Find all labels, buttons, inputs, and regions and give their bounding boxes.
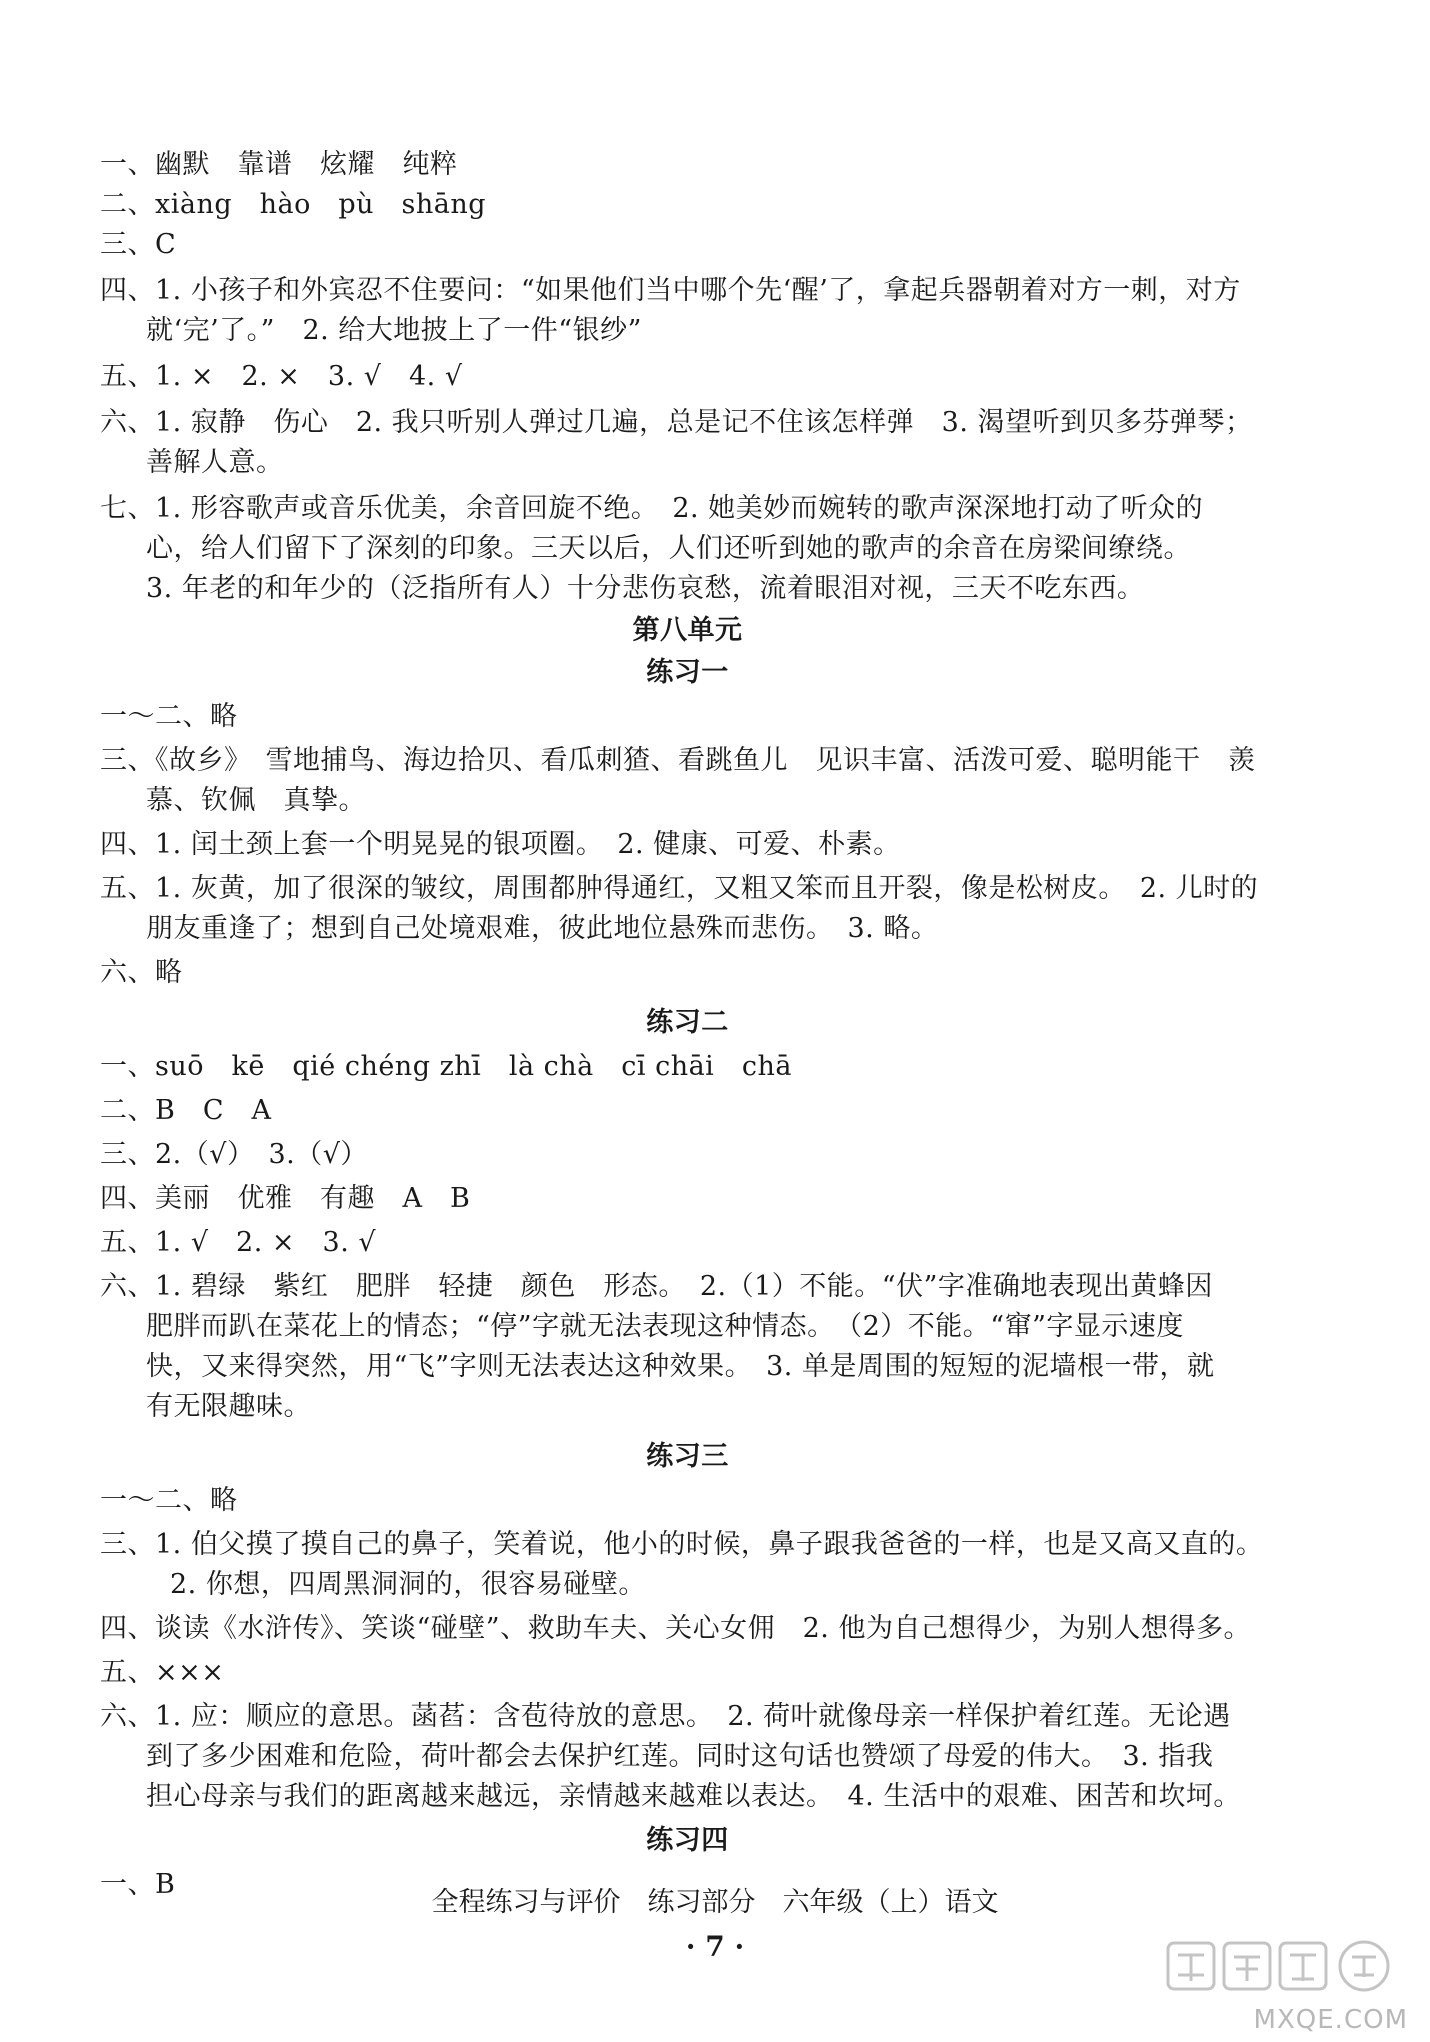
exercise-title: 练习二 — [646, 1007, 729, 1038]
answer-line: 四、美丽 优雅 有趣 A B — [100, 1183, 471, 1214]
exercise-title: 练习一 — [646, 657, 729, 688]
answer-line: 担心母亲与我们的距离越来越远，亲情越来越难以表达。 4. 生活中的艰难、困苦和坎坷。 — [146, 1781, 1241, 1812]
answer-line: 六、1. 应：顺应的意思。菡萏：含苞待放的意思。 2. 荷叶就像母亲一样保护着红莲。无论遇 — [100, 1701, 1231, 1732]
exercise-title: 练习四 — [646, 1825, 729, 1856]
answer-line: 二、B C A — [100, 1095, 272, 1126]
answer-line: 五、××× — [100, 1657, 225, 1688]
answer-line: 四、谈读《水浒传》、笑谈“碰壁”、救助车夫、关心女佣 2. 他为自己想得少，为别人想得多。 — [100, 1613, 1251, 1644]
answer-line: 六、1. 碧绿 紫红 肥胖 轻捷 颜色 形态。 2.（1）不能。“伏”字准确地表现出黄蜂因 — [100, 1271, 1213, 1302]
answer-line: 六、1. 寂静 伤心 2. 我只听别人弹过几遍，总是记不住该怎样弹 3. 渴望听到贝多芬弹琴； — [100, 407, 1253, 438]
unit-title: 第八单元 — [632, 615, 743, 646]
answer-line: 慕、钦佩 真挚。 — [146, 785, 366, 816]
answer-line: 2. 你想，四周黑洞洞的，很容易碰壁。 — [170, 1569, 646, 1600]
answer-line: 肥胖而趴在菜花上的情态；“停”字就无法表现这种情态。 （2）不能。“窜”字显示速度 — [146, 1311, 1184, 1342]
answer-line: 六、略 — [100, 957, 183, 988]
answer-line: 四、1. 小孩子和外宾忍不住要问：“如果他们当中哪个先‘醒’了，拿起兵器朝着对方一刺，对方 — [100, 275, 1241, 306]
answer-line: 一、B — [100, 1869, 176, 1900]
answer-line: 一、幽默 靠谱 炫耀 纯粹 — [100, 149, 458, 180]
answer-line: 一、suō kē qié chéng zhī là chà cī chāi chā — [100, 1051, 792, 1082]
site-watermark — [1148, 1935, 1408, 2035]
watermark-text: MXQE.COM — [1253, 2005, 1408, 2035]
answer-line: 一～二、略 — [100, 701, 238, 732]
answer-line: 一～二、略 — [100, 1485, 238, 1516]
answer-line: 到了多少困难和危险，荷叶都会去保护红莲。同时这句话也赞颂了母爱的伟大。 3. 指我 — [146, 1741, 1214, 1772]
answer-line: 四、1. 闰土颈上套一个明晃晃的银项圈。 2. 健康、可爱、朴素。 — [100, 829, 901, 860]
answer-line: 善解人意。 — [146, 447, 284, 478]
answer-line: 三、C — [100, 229, 177, 260]
answer-line: 快，又来得突然，用“飞”字则无法表达这种效果。 3. 单是周围的短短的泥墙根一带，就 — [146, 1351, 1215, 1382]
answer-line: 朋友重逢了；想到自己处境艰难，彼此地位悬殊而悲伤。 3. 略。 — [146, 913, 939, 944]
answer-content — [100, 145, 1275, 1905]
answer-line: 3. 年老的和年少的（泛指所有人）十分悲伤哀愁，流着眼泪对视，三天不吃东西。 — [146, 573, 1145, 604]
answer-line: 三、2.（√） 3.（√） — [100, 1139, 368, 1170]
answer-line: 心，给人们留下了深刻的印象。三天以后，人们还听到她的歌声的余音在房梁间缭绕。 — [146, 533, 1191, 564]
answer-line: 五、1. 灰黄，加了很深的皱纹，周围都肿得通红，又粗又笨而且开裂，像是松树皮。 2. 儿时的 — [100, 873, 1259, 904]
book-footer: 全程练习与评价 练习部分 六年级（上）语文 — [431, 1887, 999, 1918]
answer-line: 三、1. 伯父摸了摸自己的鼻子，笑着说，他小的时候，鼻子跟我爸爸的一样，也是又高又直的。 — [100, 1529, 1264, 1560]
answer-line: 就‘完’了。” 2. 给大地披上了一件“银纱” — [146, 315, 642, 346]
answer-line: 有无限趣味。 — [146, 1391, 311, 1422]
answer-line: 七、1. 形容歌声或音乐优美，余音回旋不绝。 2. 她美妙而婉转的歌声深深地打动了听众的 — [100, 493, 1204, 524]
watermark-logo-icon — [1158, 1935, 1408, 2005]
answer-line: 三、《故乡》 雪地捕鸟、海边拾贝、看瓜刺猹、看跳鱼儿 见识丰富、活泼可爱、聪明能干 羡 — [100, 745, 1256, 776]
page-number: · 7 · — [685, 1930, 745, 1963]
answer-line: 二、xiàng hào pù shāng — [100, 189, 487, 220]
answer-line: 五、1. × 2. × 3. √ 4. √ — [100, 361, 463, 392]
answer-line: 五、1. √ 2. × 3. √ — [100, 1227, 377, 1258]
exercise-title: 练习三 — [646, 1441, 729, 1472]
